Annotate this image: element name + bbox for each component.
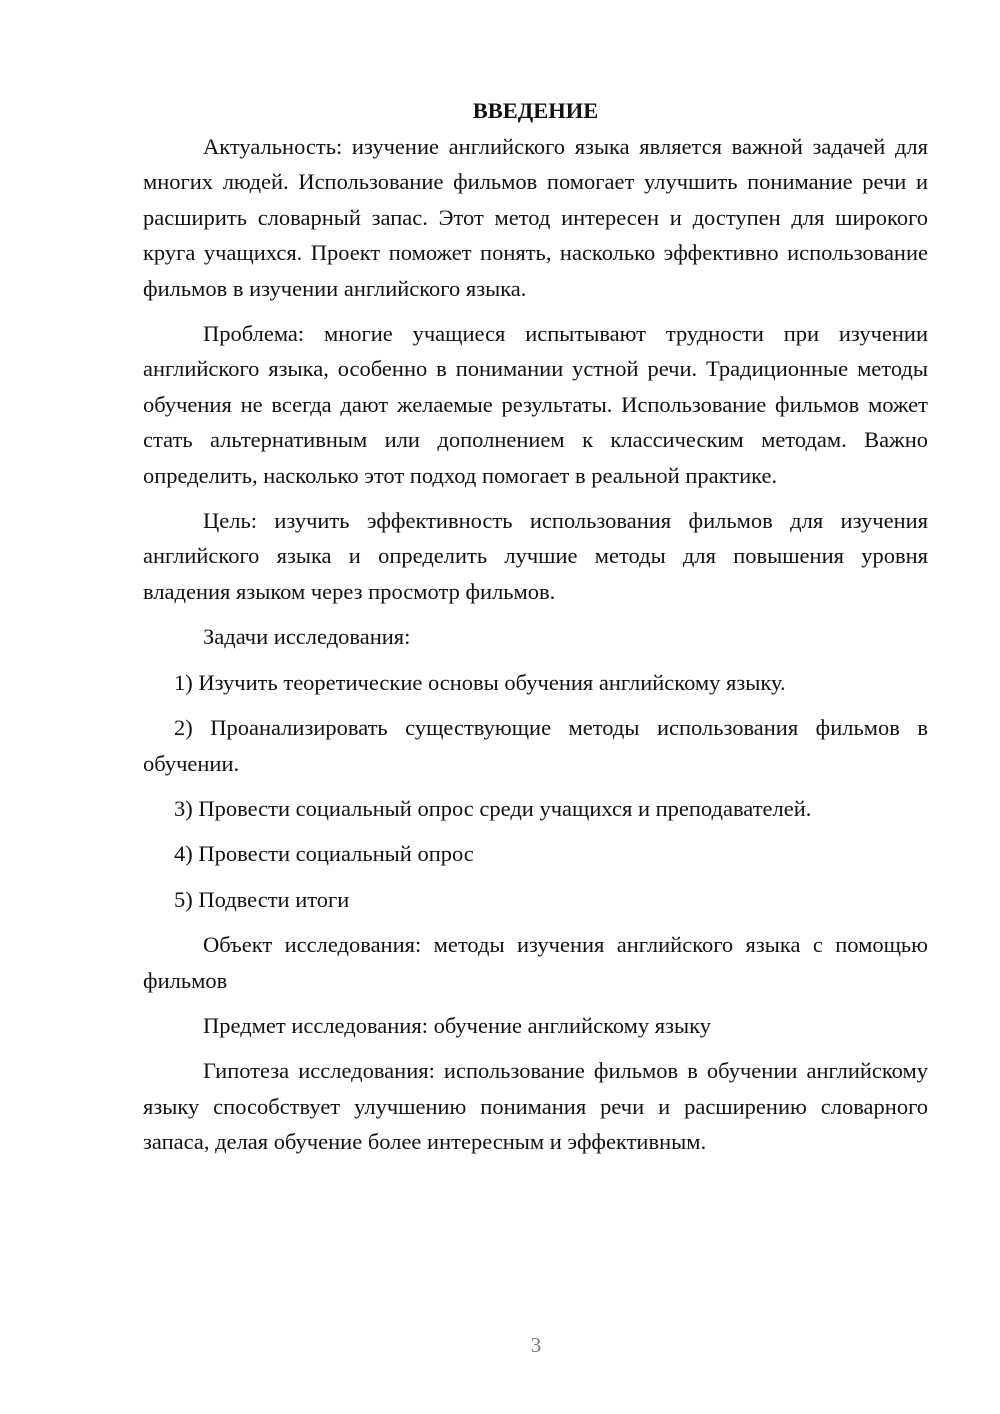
list-item: 1) Изучить теоретические основы обучения английскому языку.	[174, 669, 786, 695]
page-number: 3	[530, 1333, 542, 1357]
list-item: 4) Провести социальный опрос	[174, 841, 474, 867]
subject-paragraph: Предмет исследования: обучение английскому языку	[203, 1012, 712, 1038]
object-paragraph: Объект исследования: методы изучения английского языка с помощью фильмов	[143, 932, 928, 993]
tasks-list	[143, 665, 928, 917]
goal-paragraph: Цель: изучить эффективность использования фильмов для изучения английского языка и определить лучшие методы для повышения уровня владения языком через просмотр фильмов.	[143, 508, 928, 604]
problem-paragraph: Проблема: многие учащиеся испытывают трудности при изучении английского языка, особенно в понимании устной речи. Традиционные методы обучения не всегда дают желаемые результаты. Использование фильмов может стать альтернативным или дополнением к классическим методам. Важно определить, насколько этот подход помогает в реальной практике.	[143, 321, 928, 488]
page-content	[143, 93, 928, 1170]
page-title: ВВЕДЕНИЕ	[472, 98, 599, 123]
hypothesis-paragraph: Гипотеза исследования: использование фильмов в обучении английскому языку способствует улучшению понимания речи и расширению словарного запаса, делая обучение более интересным и эффективным.	[143, 1058, 928, 1155]
list-item: 5) Подвести итоги	[174, 886, 350, 912]
list-item: 3) Провести социальный опрос среди учащихся и преподавателей.	[174, 795, 812, 821]
list-item: 2) Проанализировать существующие методы использования фильмов в обучении.	[143, 715, 928, 776]
tasks-heading: Задачи исследования:	[203, 624, 411, 650]
relevance-paragraph: Актуальность: изучение английского языка является важной задачей для многих людей. Использование фильмов помогает улучшить понимание речи и расширить словарный запас. Этот метод интересен и доступен для широкого круга учащихся. Проект поможет понять, насколько эффективно использование фильмов в изучении английского языка.	[143, 134, 928, 301]
